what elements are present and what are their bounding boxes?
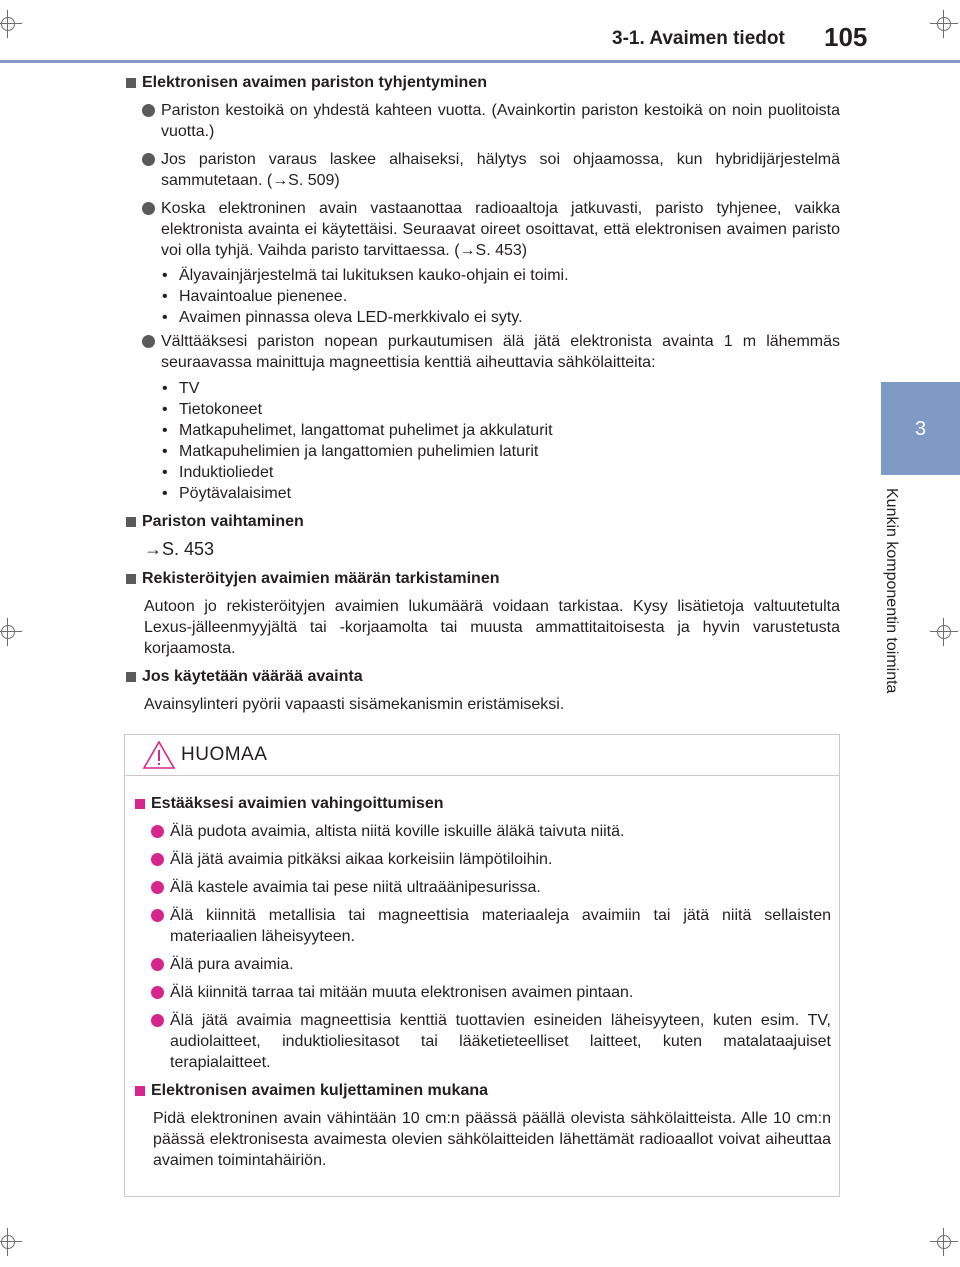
notice-box [124, 734, 840, 1197]
crop-mark-bottom-left [0, 1228, 22, 1256]
header-rule [0, 60, 960, 63]
notice-header [125, 735, 839, 776]
square-bullet-icon [126, 78, 136, 88]
circle-bullet-icon [151, 853, 164, 866]
battery-item-3: Koska elektroninen avain vastaanottaa radioaaltoja jatkuvasti, paristo tyhjenee, vaikka elektronista avainta ei käytettäisi. Seuraavat oireet osoittavat, että elektronisen avaimen paristo voi olla tyhjä. Vaihda paristo tarvittaessa. (→S. 453) [124, 198, 840, 261]
circle-bullet-icon [151, 881, 164, 894]
square-bullet-icon [126, 672, 136, 682]
circle-bullet-icon [142, 153, 155, 166]
device-item: • TV [162, 380, 200, 397]
symptom-item: • Avaimen pinnassa oleva LED-merkkivalo ei syty. [162, 309, 523, 326]
circle-bullet-icon [142, 202, 155, 215]
crop-mark-mid-left [0, 618, 22, 646]
registered-text: Autoon jo rekisteröityjen avaimien lukumäärä voidaan tarkistaa. Kysy lisätietoja valtuutetulta Lexus-jälleenmyyjältä tai -korjaamolta tai muusta ammattitaitoisesta ja hyvin varustetusta korjaamosta. [144, 598, 840, 657]
damage-item: Älä pura avaimia. [133, 954, 831, 975]
chapter-tab [881, 382, 960, 475]
battery-item-4: Välttääksesi pariston nopean purkautumisen älä jätä elektronista avainta 1 m lähemmäs seuraavassa mainittuja magneettisia kenttiä aiheuttavia sähkölaitteita: [124, 331, 840, 373]
device-item: • Tietokoneet [162, 401, 263, 418]
registered-heading: Rekisteröityjen avaimien määrän tarkistaminen [124, 568, 840, 590]
damage-item: Älä kiinnitä metallisia tai magneettisia materiaaleja avaimiin tai jätä niitä sellaisten materiaalien läheisyyteen. [133, 905, 831, 947]
main-content [124, 72, 840, 722]
device-item: • Induktioliedet [162, 464, 274, 481]
warning-triangle-icon [142, 740, 176, 770]
symptom-item: • Havaintoalue pienenee. [162, 288, 348, 305]
square-bullet-icon [126, 574, 136, 584]
circle-bullet-icon [142, 104, 155, 117]
carry-heading: Elektronisen avaimen kuljettaminen mukana [133, 1080, 831, 1102]
circle-bullet-icon [142, 335, 155, 348]
notice-body [133, 793, 831, 1178]
battery-item-2: Jos pariston varaus laskee alhaiseksi, hälytys soi ohjaamossa, kun hybridijärjestelmä sammutetaan. (→S. 509) [124, 149, 840, 191]
chapter-label: Kunkin komponentin toiminta [883, 488, 900, 694]
symptom-item: • Älyavainjärjestelmä tai lukituksen kauko-ohjain ei toimi. [162, 267, 569, 284]
page-number: 105 [824, 22, 868, 52]
section-title: 3-1. Avaimen tiedot [612, 28, 785, 49]
square-bullet-icon [135, 1086, 145, 1096]
battery-item-1: Pariston kestoikä on yhdestä kahteen vuotta. (Avainkortin pariston kestoikä on noin puolitoista vuotta.) [124, 100, 840, 142]
replace-heading: Pariston vaihtaminen [124, 511, 840, 533]
wrong-key-heading: Jos käytetään väärää avainta [124, 666, 840, 688]
damage-heading: Estääksesi avaimien vahingoittumisen [133, 793, 831, 815]
crop-mark-top-left [0, 10, 22, 38]
device-item: • Matkapuhelimien ja langattomien puhelimien laturit [162, 443, 539, 460]
chapter-number: 3 [914, 418, 927, 440]
notice-title: HUOMAA [181, 744, 268, 765]
square-bullet-icon [135, 799, 145, 809]
crop-mark-bottom-right [930, 1228, 958, 1256]
circle-bullet-icon [151, 986, 164, 999]
battery-heading: Elektronisen avaimen pariston tyhjentyminen [124, 72, 840, 94]
circle-bullet-icon [151, 909, 164, 922]
chapter-label-container [872, 488, 902, 732]
circle-bullet-icon [151, 1014, 164, 1027]
replace-reference: →S. 453 [144, 539, 215, 559]
device-item: • Pöytävalaisimet [162, 485, 292, 502]
damage-item: Älä jätä avaimia pitkäksi aikaa korkeisiin lämpötiloihin. [133, 849, 831, 870]
carry-text: Pidä elektroninen avain vähintään 10 cm:n päässä päällä olevista sähkölaitteista. Alle 10 cm:n päässä elektronisesta avaimesta olevien sähkölaitteiden lähettämät radioaallot voivat aiheuttaa avaimen toimintahäiriön. [153, 1110, 831, 1169]
damage-item: Älä pudota avaimia, altista niitä koville iskuille äläkä taivuta niitä. [133, 821, 831, 842]
damage-item: Älä kastele avaimia tai pese niitä ultraäänipesurissa. [133, 877, 831, 898]
wrong-key-text: Avainsylinteri pyörii vapaasti sisämekanismin eristämiseksi. [144, 696, 565, 713]
crop-mark-mid-right [930, 618, 958, 646]
device-item: • Matkapuhelimet, langattomat puhelimet ja akkulaturit [162, 422, 553, 439]
damage-item: Älä kiinnitä tarraa tai mitään muuta elektronisen avaimen pintaan. [133, 982, 831, 1003]
crop-mark-top-right [930, 10, 958, 38]
damage-item: Älä jätä avaimia magneettisia kenttiä tuottavien esineiden läheisyyteen, kuten esim. TV, audiolaitteet, induktioliesitasot tai lääketieteelliset laitteet, kuten matalataajuiset terapialaitteet. [133, 1010, 831, 1073]
circle-bullet-icon [151, 958, 164, 971]
square-bullet-icon [126, 517, 136, 527]
circle-bullet-icon [151, 825, 164, 838]
